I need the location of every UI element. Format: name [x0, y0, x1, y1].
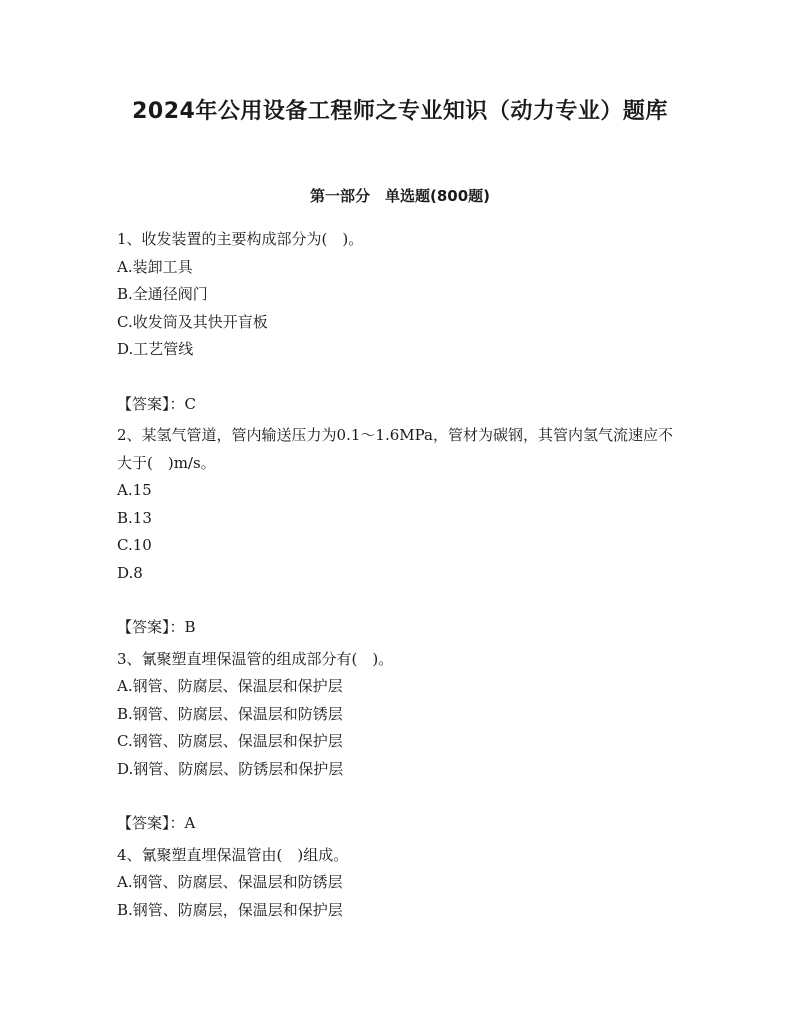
question-option: A.钢管、防腐层、保温层和保护层: [117, 677, 343, 695]
question-option: D.钢管、防腐层、防锈层和保护层: [117, 759, 344, 778]
document-title: 2024年公用设备工程师之专业知识（动力专业）题库: [132, 99, 668, 124]
question-stem: 4、氰聚塑直埋保温管由( )组成。: [117, 845, 349, 864]
answer-value: C: [184, 394, 196, 413]
question-option: A.装卸工具: [117, 257, 193, 276]
question-option: A.钢管、防腐层、保温层和防锈层: [117, 873, 343, 891]
question-option: C.10: [117, 536, 152, 554]
question-item: [117, 226, 687, 418]
answer-line: [117, 391, 687, 419]
answer-value: A: [184, 814, 196, 832]
question-option: D.8: [117, 563, 143, 582]
question-item: [117, 646, 687, 838]
answer-label: 【答案】：: [117, 394, 185, 413]
question-option: B.钢管、防腐层、保温层和防锈层: [117, 704, 343, 723]
answer-label: 【答案】：: [117, 814, 185, 832]
question-item: [117, 842, 687, 925]
answer-label: 【答案】：: [117, 618, 185, 636]
answer-line: [117, 614, 687, 642]
question-option: C.收发筒及其快开盲板: [117, 312, 268, 331]
question-option: B.全通径阀门: [117, 285, 208, 303]
question-stem: 3、氰聚塑直埋保温管的组成部分有( )。: [117, 649, 394, 668]
question-list: [117, 226, 687, 924]
question-stem: 1、收发装置的主要构成部分为( )。: [117, 230, 364, 248]
answer-line: [117, 810, 687, 838]
question-option: C.钢管、防腐层、保温层和保护层: [117, 732, 343, 750]
question-item: [117, 422, 687, 642]
question-option: A.15: [117, 481, 152, 499]
question-stem: 2、某氢气管道，管内输送压力为0.1～1.6MPa，管材为碳钢，其管内氢气流速应不大于( )m/s。: [117, 426, 673, 472]
question-option: B.13: [117, 508, 152, 527]
question-option: D.工艺管线: [117, 340, 194, 358]
section-title: 第一部分 单选题(800题): [309, 187, 491, 205]
question-option: B.钢管、防腐层，保温层和保护层: [117, 900, 343, 919]
answer-value: B: [184, 618, 196, 636]
